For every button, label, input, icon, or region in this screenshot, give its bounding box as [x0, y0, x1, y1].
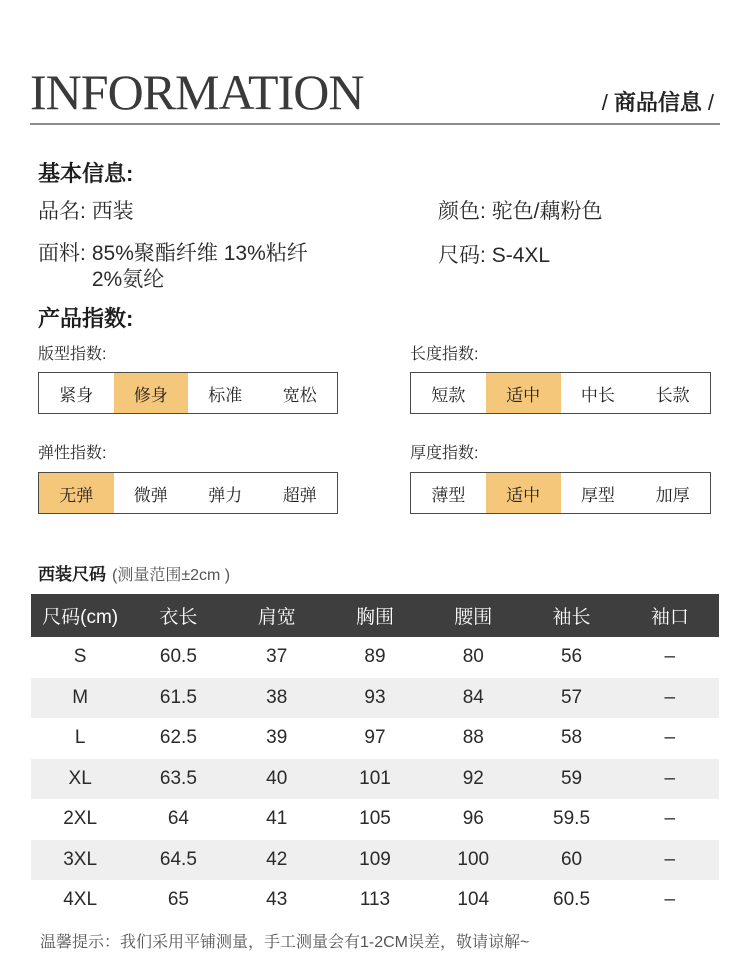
elasticity-option: 无弹 [39, 473, 114, 513]
subtitle-text: 商品信息 [613, 90, 702, 115]
table-cell: 84 [424, 678, 522, 719]
color-value: 驼色/藕粉色 [491, 200, 603, 223]
table-cell: 56 [560, 646, 583, 668]
header-cell: 袖长 [522, 594, 620, 637]
table-cell: – [664, 889, 676, 911]
basic-info-title: 基本信息: [38, 161, 134, 186]
elasticity-option: 超弹 [282, 485, 317, 505]
subtitle-slash-right: / [707, 90, 714, 115]
product-name-value: 西装 [91, 200, 134, 223]
table-cell: L [74, 727, 86, 749]
header-cell: 腰围 [424, 594, 522, 637]
table-cell: XL [31, 759, 129, 800]
table-cell: 92 [424, 759, 522, 800]
table-row [31, 880, 719, 921]
fabric-value: 85%聚酯纤维 13%粘纤 2%氨纶 [91, 242, 308, 291]
size-chart-caption [38, 560, 230, 585]
header-divider [30, 123, 720, 125]
length-option: 适中 [486, 373, 561, 413]
length-index-label: 长度指数: [410, 346, 479, 363]
fit-index-scale [38, 372, 338, 414]
length-option: 短款 [431, 385, 466, 405]
thickness-index-label: 厚度指数: [410, 445, 479, 462]
table-row [31, 678, 719, 719]
table-cell: 43 [266, 889, 288, 911]
table-cell: 60.5 [553, 889, 591, 911]
table-row [31, 637, 719, 678]
fabric-field [38, 241, 308, 293]
table-row [31, 840, 719, 881]
subtitle-slash-left: / [601, 90, 608, 115]
fit-option: 紧身 [59, 385, 94, 405]
color-field [438, 199, 603, 225]
table-row [31, 799, 719, 840]
table-cell: 109 [326, 840, 424, 881]
table-cell: 80 [462, 646, 484, 668]
footer-note: 温馨提示：我们采用平铺测量，手工测量会有1-2CM误差，敬请谅解~ [40, 934, 530, 951]
elasticity-option: 弹力 [208, 485, 243, 505]
header-cell: 肩宽 [228, 594, 326, 637]
table-cell: 42 [228, 840, 326, 881]
table-row [31, 759, 719, 800]
table-cell: 58 [560, 727, 583, 749]
thickness-option: 厚型 [580, 485, 615, 505]
product-index-title: 产品指数: [38, 306, 134, 331]
table-cell: 41 [266, 808, 288, 830]
table-cell: – [621, 840, 719, 881]
table-cell: 93 [326, 678, 424, 719]
size-chart-note: (测量范围±2cm ) [112, 567, 231, 584]
table-cell: 89 [364, 646, 386, 668]
table-cell: 3XL [31, 840, 129, 881]
table-cell: 40 [228, 759, 326, 800]
table-cell: 62.5 [159, 727, 197, 749]
table-cell: 59 [522, 759, 620, 800]
table-cell: 61.5 [129, 678, 227, 719]
table-cell: 104 [457, 889, 490, 911]
fit-index-label: 版型指数: [38, 346, 107, 363]
size-range-value: S-4XL [491, 244, 551, 267]
table-cell: 4XL [63, 889, 98, 911]
table-cell: 2XL [63, 808, 98, 830]
size-table [31, 594, 719, 921]
table-cell: 60 [522, 840, 620, 881]
header-cell: 胸围 [326, 594, 424, 637]
table-cell: 65 [167, 889, 189, 911]
fit-option: 标准 [208, 385, 243, 405]
table-cell: 101 [326, 759, 424, 800]
elasticity-index-scale [38, 472, 338, 514]
header-cell: 尺码(cm) [31, 594, 129, 637]
table-cell: – [664, 808, 676, 830]
table-cell: 63.5 [129, 759, 227, 800]
table-cell: – [621, 759, 719, 800]
fit-option: 修身 [114, 373, 189, 413]
table-row [31, 718, 719, 759]
header-cell: 衣长 [129, 594, 227, 637]
table-cell: 39 [266, 727, 288, 749]
table-cell: – [664, 727, 676, 749]
table-cell: 60.5 [159, 646, 197, 668]
table-cell: 37 [266, 646, 288, 668]
table-cell: 59.5 [553, 808, 591, 830]
table-cell: – [664, 646, 676, 668]
table-cell: – [621, 678, 719, 719]
table-cell: 64.5 [129, 840, 227, 881]
size-chart-title: 西装尺码 [38, 565, 106, 584]
length-option: 中长 [580, 385, 615, 405]
elasticity-index-label: 弹性指数: [38, 445, 107, 462]
size-table-header [31, 594, 719, 637]
product-name-field [38, 199, 134, 225]
length-option: 长款 [655, 385, 690, 405]
size-range-field [438, 243, 550, 269]
table-cell: 97 [364, 727, 386, 749]
page-title: INFORMATION [30, 64, 364, 120]
fit-option: 宽松 [282, 385, 317, 405]
table-cell: 105 [359, 808, 391, 830]
header-cell: 袖口 [621, 594, 719, 637]
thickness-option: 适中 [486, 473, 561, 513]
table-cell: 88 [462, 727, 484, 749]
color-label: 颜色: [438, 200, 486, 223]
table-cell: 100 [424, 840, 522, 881]
table-cell: 113 [359, 889, 391, 911]
thickness-option: 加厚 [655, 485, 690, 505]
thickness-index-scale [410, 472, 711, 514]
table-cell: M [31, 678, 129, 719]
table-cell: 64 [167, 808, 189, 830]
fabric-label: 面料: [38, 242, 86, 265]
table-cell: 57 [522, 678, 620, 719]
length-index-scale [410, 372, 711, 414]
size-range-label: 尺码: [438, 244, 486, 267]
table-cell: 96 [462, 808, 484, 830]
thickness-option: 薄型 [431, 485, 466, 505]
table-cell: 38 [228, 678, 326, 719]
elasticity-option: 微弹 [133, 485, 168, 505]
page-subtitle [596, 86, 720, 117]
product-name-label: 品名: [38, 200, 86, 223]
table-cell: S [73, 646, 87, 668]
